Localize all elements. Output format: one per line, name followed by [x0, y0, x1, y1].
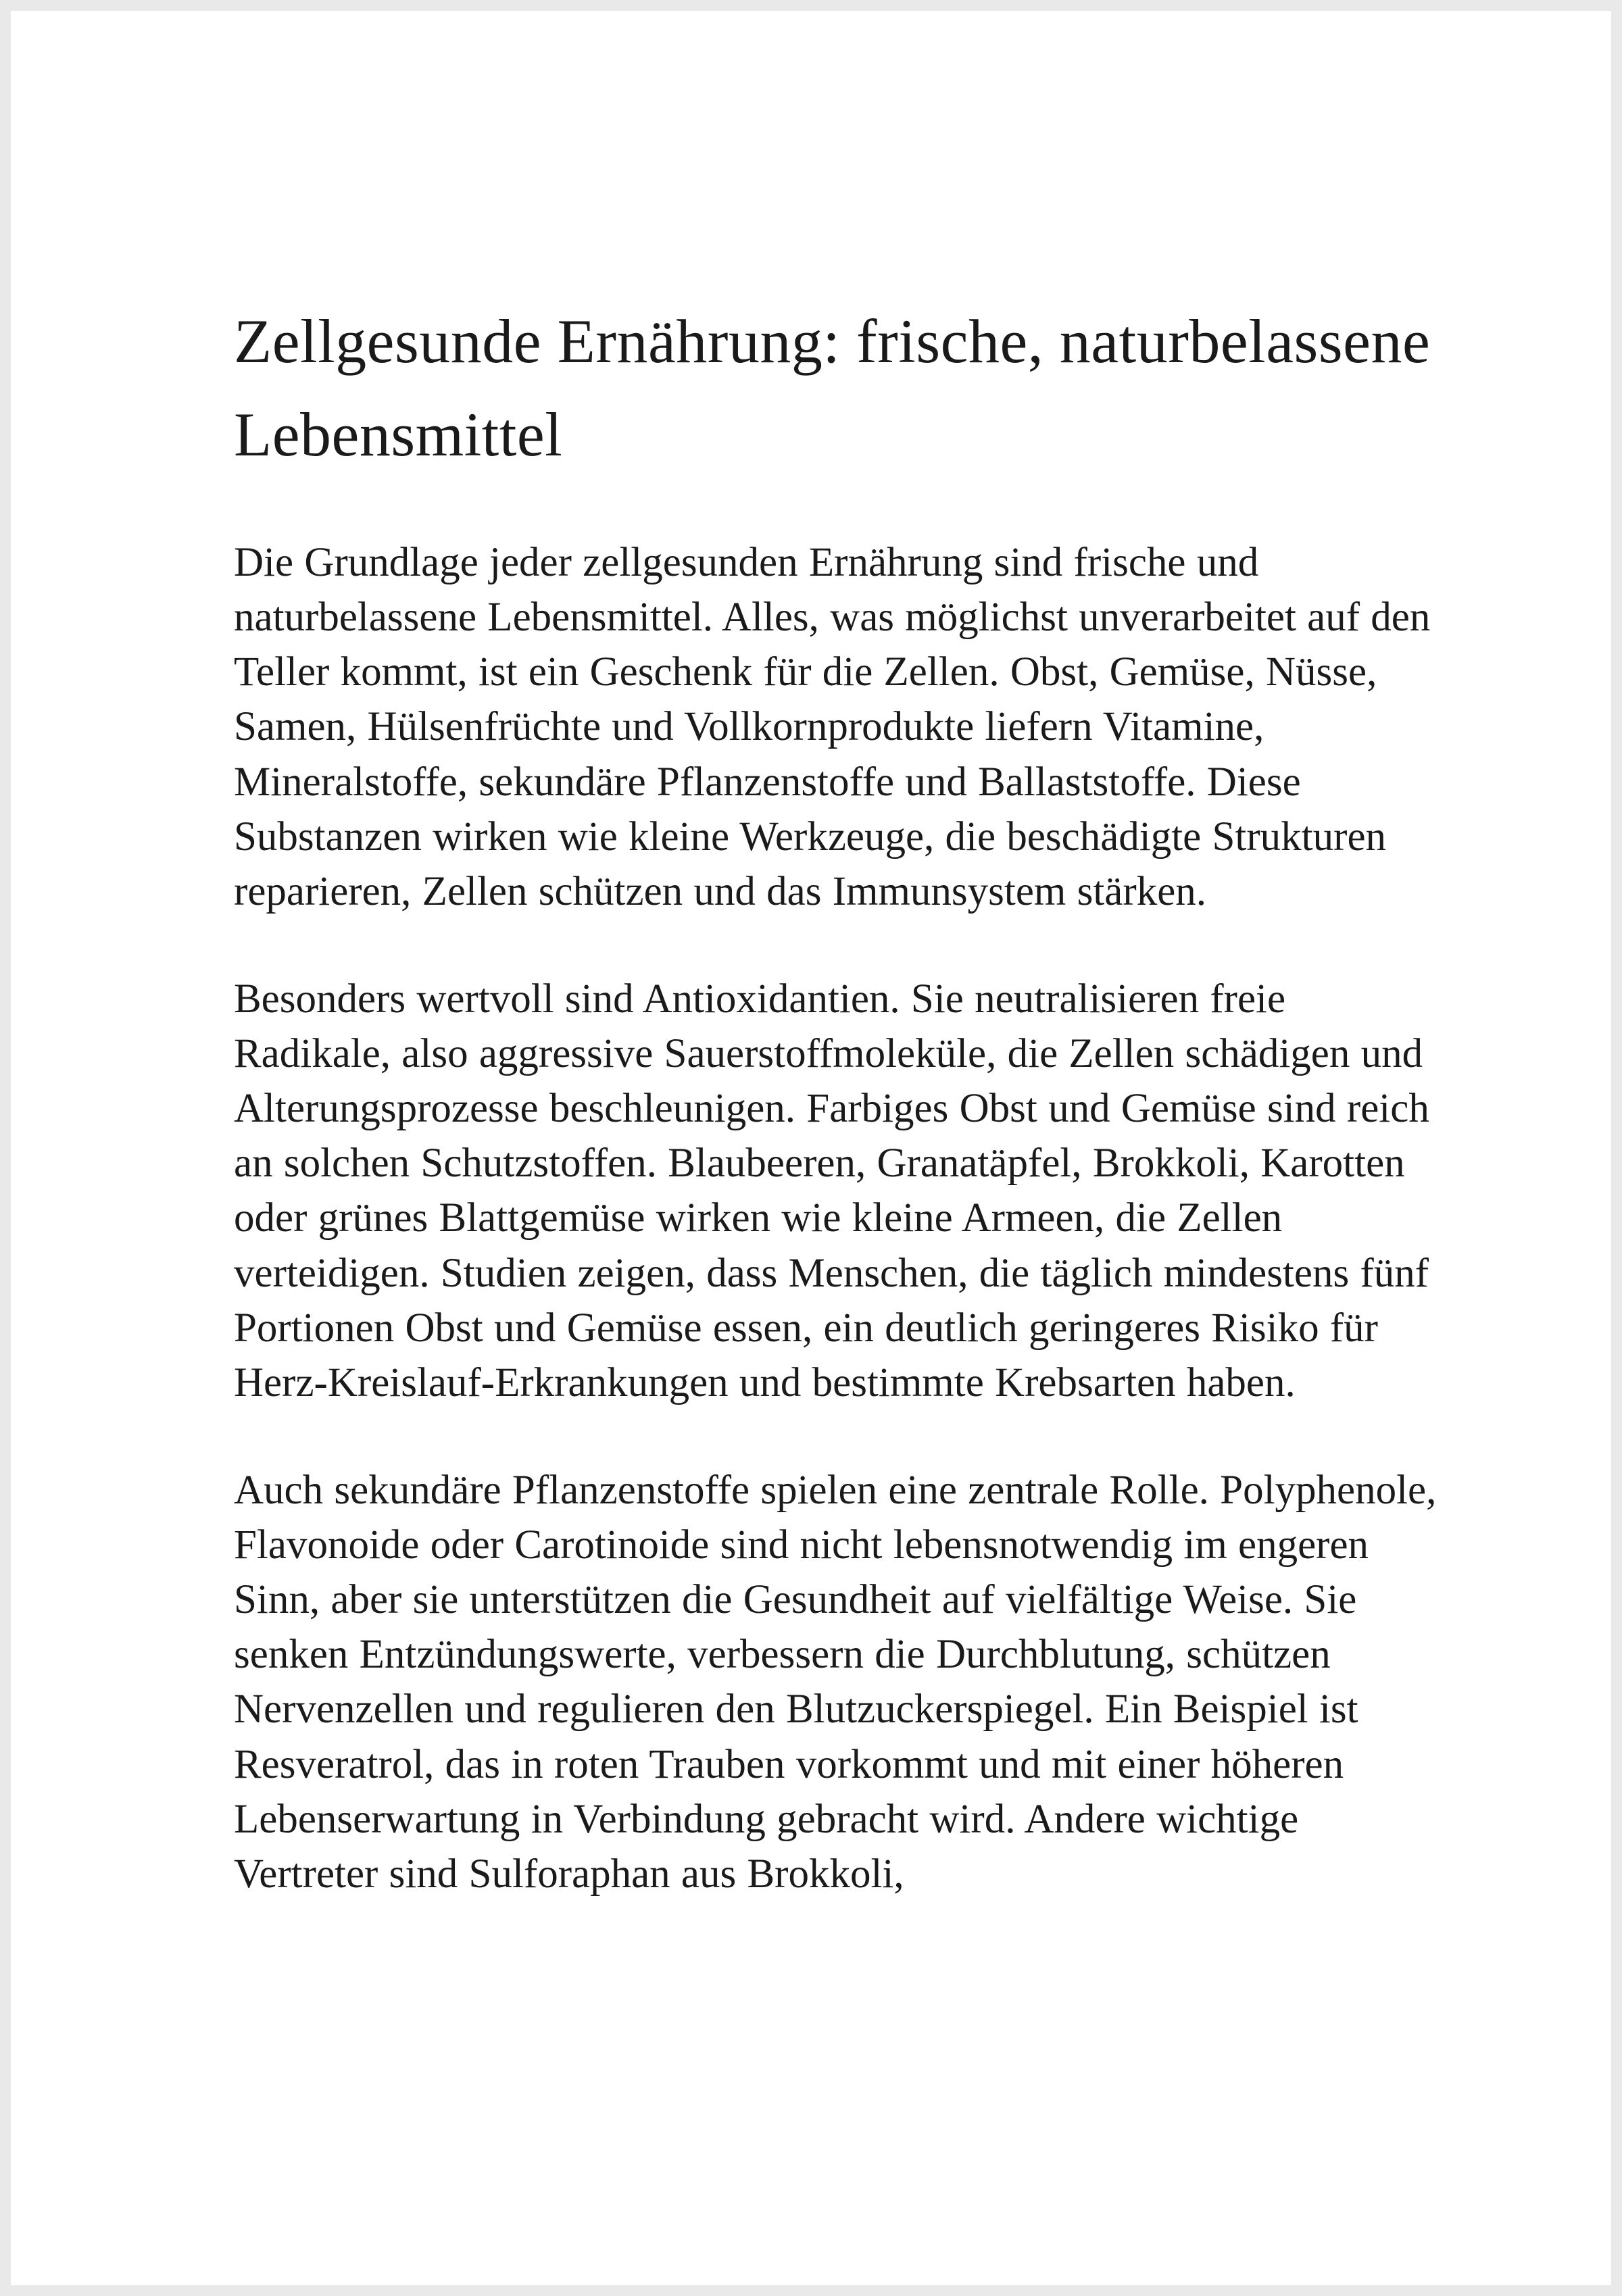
paragraph: Die Grundlage jeder zellgesunden Ernährung sind frische und naturbelassene Lebensmittel. Alles, was möglichst unverarbeitet auf den Teller kommt, ist ein Geschenk für die Zellen. Obst, Gemüse, Nüsse, Samen, Hülsenfrüchte und Vollkornprodukte liefern Vitamine, Mineralstoffe, sekundäre Pflanzenstoffe und Ballaststoffe. Diese Substanzen wirken wie kleine Werkzeuge, die beschädigte Strukturen reparieren, Zellen schützen und das Immunsystem stärken. — [234, 540, 1431, 914]
paragraph: Auch sekundäre Pflanzenstoffe spielen eine zentrale Rolle. Polyphenole, Flavonoide oder Carotinoide sind nicht lebensnotwendig im engeren Sinn, aber sie unterstützen die Gesundheit auf vielfältige Weise. Sie senken Entzündungswerte, verbessern die Durchblutung, schützen Nervenzellen und regulieren den Blutzuckerspiegel. Ein Beispiel ist Resveratrol, das in roten Trauben vorkommt und mit einer höheren Lebenserwartung in Verbindung gebracht wird. Andere wichtige Vertreter sind Sulforaphan aus Brokkoli, — [234, 1467, 1437, 1897]
page-title: Zellgesunde Ernährung: frische, naturbelassene Lebensmittel — [234, 307, 1431, 469]
document-content — [234, 295, 1444, 1901]
paragraph: Besonders wertvoll sind Antioxidantien. Sie neutralisieren freie Radikale, also aggressive Sauerstoffmoleküle, die Zellen schädigen und Alterungsprozesse beschleunigen. Farbiges Obst und Gemüse sind reich an solchen Schutzstoffen. Blaubeeren, Granatäpfel, Brokkoli, Karotten oder grünes Blattgemüse wirken wie kleine Armeen, die Zellen verteidigen. Studien zeigen, dass Menschen, die täglich mindestens fünf Portionen Obst und Gemüse essen, ein deutlich geringeres Risiko für Herz-Kreislauf-Erkrankungen und bestimmte Krebsarten haben. — [234, 976, 1429, 1405]
